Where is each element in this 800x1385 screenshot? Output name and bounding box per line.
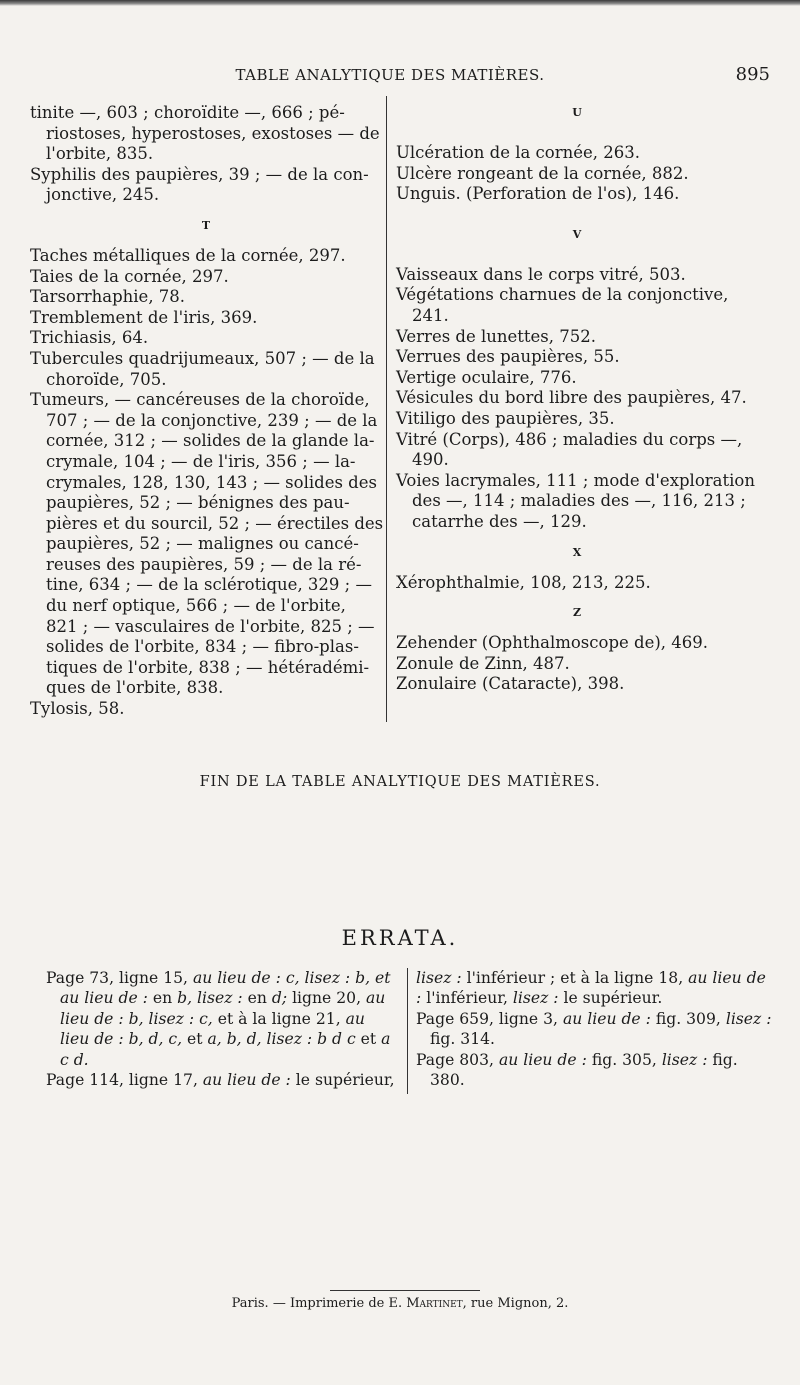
index-line: du nerf optique, 566 ; — de l'orbite,	[46, 596, 346, 616]
index-line: reuses des paupières, 59 ; — de la ré-	[46, 554, 362, 574]
section-letter-x: X	[572, 545, 582, 559]
index-line: Trichiasis, 64.	[30, 328, 149, 348]
index-line: Zonule de Zinn, 487.	[396, 653, 570, 673]
index-line: cornée, 312 ; — solides de la glande la-	[46, 431, 375, 451]
index-line: Végétations charnues de la conjonctive,	[396, 285, 729, 305]
index-line: solides de l'orbite, 834 ; — fibro-plas-	[46, 637, 359, 657]
index-line: pières et du sourcil, 52 ; — érectiles des	[46, 513, 384, 533]
index-line: Taies de la cornée, 297.	[30, 266, 229, 286]
end-of-table-heading: FIN DE LA TABLE ANALYTIQUE DES MATIÈRES.	[199, 774, 601, 790]
index-line: riostoses, hyperostoses, exostoses — de	[46, 123, 380, 143]
errata-entry: Page 73, ligne 15, au lieu de : c, lisez : b, et au lieu de : en b, lisez : en d; ligne 20, au lieu de : b, lisez : c, et à la ligne 21, au lieu de : b, d, c, et a, b, d, lisez : b d c et a c d.	[46, 969, 391, 1069]
index-line: l'orbite, 835.	[46, 144, 154, 164]
section-letter-t: T	[201, 218, 211, 232]
index-line: Vertige oculaire, 776.	[396, 367, 577, 387]
index-line: Voies lacrymales, 111 ; mode d'exploration	[396, 470, 755, 490]
section-letter-z: Z	[572, 606, 582, 620]
section-letter-u: U	[572, 106, 582, 119]
index-line: Tarsorrhaphie, 78.	[30, 287, 186, 307]
index-line: Tubercules quadrijumeaux, 507 ; — de la	[30, 348, 375, 368]
index-line: Unguis. (Perforation de l'os), 146.	[396, 184, 680, 204]
page-header	[0, 66, 800, 88]
index-right-column	[396, 103, 758, 695]
column-divider	[386, 96, 387, 722]
index-line: Tumeurs, — cancéreuses de la choroïde,	[30, 390, 370, 410]
index-line: 241.	[412, 305, 449, 325]
index-line: catarrhe des —, 129.	[412, 511, 587, 531]
index-line: tinite —, 603 ; choroïdite —, 666 ; pé-	[30, 103, 345, 122]
index-line: des —, 114 ; maladies des —, 116, 213 ;	[412, 491, 746, 511]
running-title: TABLE ANALYTIQUE DES MATIÈRES.	[235, 66, 545, 84]
index-line: tine, 634 ; — de la sclérotique, 329 ; —	[46, 575, 372, 595]
errata-title: ERRATA.	[341, 926, 459, 950]
index-line: 490.	[412, 450, 449, 470]
errata-column-divider	[407, 968, 408, 1094]
index-line: Vésicules du bord libre des paupières, 47.	[396, 388, 747, 408]
errata-entry: Page 114, ligne 17, au lieu de : le supérieur,	[46, 1071, 395, 1090]
index-line: tiques de l'orbite, 838 ; — hétéradémi-	[46, 657, 370, 677]
index-left-column	[30, 103, 382, 720]
index-line: Verrues des paupières, 55.	[396, 347, 620, 367]
index-line: crymale, 104 ; — de l'iris, 356 ; — la-	[46, 451, 356, 471]
index-line: 707 ; — de la conjonctive, 239 ; — de la	[46, 410, 378, 430]
index-line: Tylosis, 58.	[30, 699, 125, 719]
index-line: Zehender (Ophthalmoscope de), 469.	[396, 633, 709, 653]
errata-entry: lisez : l'inférieur ; et à la ligne 18, au lieu de : l'inférieur, lisez : le supérieur.	[416, 969, 766, 1008]
printer-imprint: Paris. — Imprimerie de E. Martinet, rue Mignon, 2.	[231, 1296, 569, 1311]
errata-left-column	[46, 968, 398, 1090]
index-line: Ulcère rongeant de la cornée, 882.	[396, 163, 689, 183]
index-line: Xérophthalmie, 108, 213, 225.	[396, 572, 651, 592]
index-line: 821 ; — vasculaires de l'orbite, 825 ; —	[46, 616, 375, 636]
errata-entry: Page 803, au lieu de : fig. 305, lisez : fig. 380.	[416, 1050, 738, 1090]
index-line: paupières, 52 ; — malignes ou cancé-	[46, 534, 359, 554]
index-line: Vitré (Corps), 486 ; maladies du corps —,	[396, 429, 743, 449]
top-edge	[0, 0, 800, 6]
section-letter-v: V	[572, 227, 582, 241]
index-line: Vaisseaux dans le corps vitré, 503.	[396, 264, 686, 284]
index-line: Syphilis des paupières, 39 ; — de la con-	[30, 164, 369, 184]
index-line: Taches métalliques de la cornée, 297.	[30, 245, 346, 265]
imprint-rule	[330, 1290, 480, 1291]
index-line: ques de l'orbite, 838.	[46, 678, 224, 698]
index-line: Vitiligo des paupières, 35.	[396, 408, 615, 428]
index-line: crymales, 128, 130, 143 ; — solides des	[46, 472, 377, 492]
index-line: Zonulaire (Cataracte), 398.	[396, 674, 625, 694]
index-line: jonctive, 245.	[46, 185, 160, 205]
index-line: paupières, 52 ; — bénignes des pau-	[46, 493, 350, 513]
index-line: Verres de lunettes, 752.	[396, 326, 597, 346]
index-line: Tremblement de l'iris, 369.	[30, 307, 258, 327]
page-number: 895	[735, 64, 770, 85]
index-line: choroïde, 705.	[46, 369, 167, 389]
errata-right-column	[416, 968, 776, 1090]
errata-entry: Page 659, ligne 3, au lieu de : fig. 309, lisez : fig. 314.	[416, 1009, 772, 1049]
index-line: Ulcération de la cornée, 263.	[396, 143, 641, 162]
